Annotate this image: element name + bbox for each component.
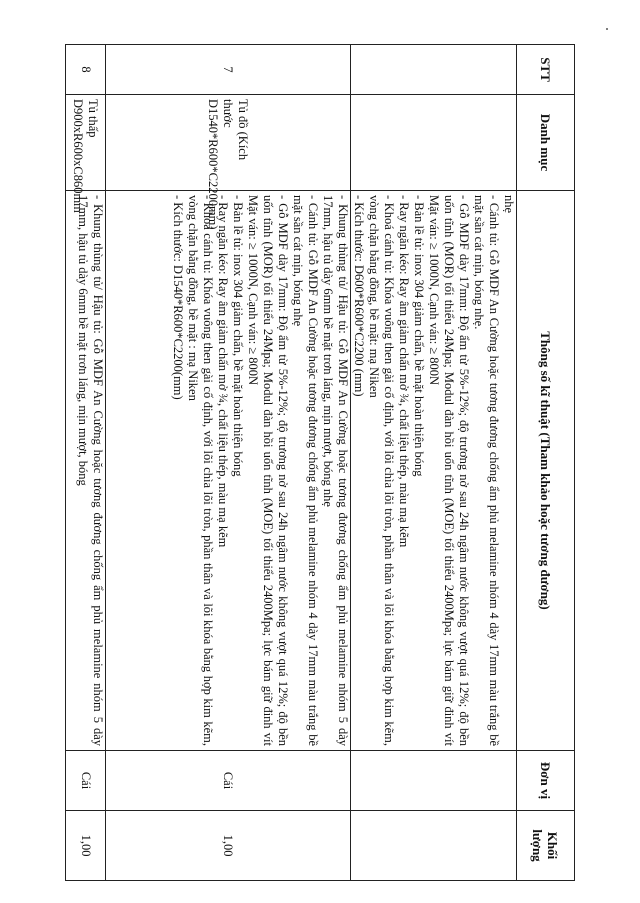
- row-item-name: Tủ đồ (Kích thước D1540*R600*C2200mm): [106, 95, 351, 191]
- spec-line: - Gỗ MDF dày 17mm: Độ ẩm từ 5%-12%; độ trương nở sau 24h ngâm nước không vượt quá 12%; độ bền uốn tĩnh (MOR) tối thiểu 24Mpa; Modul đàn hồi uốn tĩnh (MOE) tối thiểu 2400Mpa; lực bám giữ đinh vít Mặt ván: ≥ 1000N, Cạnh ván: ≥ 800N: [246, 195, 290, 746]
- spec-line: - Gỗ MDF dày 17mm: Độ ẩm từ 5%-12%; độ trương nở sau 24h ngâm nước không vượt quá 12%; độ bền uốn tĩnh (MOR) tối thiểu 24Mpa; Modul đàn hồi uốn tĩnh (MOE) tối thiểu 2400Mpa; lực bám giữ đinh vít Mặt ván: ≥ 1000N, Cạnh ván: ≥ 800N: [427, 195, 471, 746]
- spec-line: - Cánh tủ: Gỗ MDF An Cường hoặc tương đương chống ẩm phủ melamine nhóm 4 dày 17mm màu trắng bề mặt sần cát mịn, bóng nhẹ.: [472, 195, 501, 746]
- header-stt: STT: [517, 45, 575, 95]
- header-item: Danh mục: [517, 95, 575, 191]
- spec-table: [65, 44, 575, 881]
- row-item-name: Tủ thấp D900xR600xC860mm: [66, 95, 106, 191]
- row-stt: [351, 45, 517, 95]
- spec-line: - Cánh tủ: Gỗ MDF An Cường hoặc tương đương chống ẩm phủ melamine nhóm 4 dày 17mm màu trắng bề mặt sần cát mịn, bóng nhẹ: [291, 195, 320, 746]
- spec-line: - Khoá cánh tủ: Khóa vuông then gài cố định, với lõi chìa lõi tròn, phần thân và lõi khóa bằng hợp kim kẽm, vòng chặn bằng đồng, bề mặt: mạ Niken: [367, 195, 396, 746]
- header-spec: Thông số kĩ thuật (Tham khảo hoặc tương đương): [517, 191, 575, 751]
- spec-line: - Khung thùng tủ/ Hậu tủ: Gỗ MDF An Cường hoặc tương đương chống ẩm phủ melamine nhóm 5 dày 17mm, hậu tủ dày 6mm bề mặt trơn láng, mịn mượt, bóng nhẹ: [321, 195, 350, 746]
- spec-line: - Bản lề tủ: inox 304 giảm chấn, bề mặt hoàn thiện bóng: [412, 195, 426, 477]
- row-unit: Cái: [106, 751, 351, 811]
- row-item-name: [351, 95, 517, 191]
- spec-line: nhẹ: [502, 195, 516, 214]
- row-spec: [106, 191, 351, 751]
- spec-line: - Kích thước: D600*R600*C2200 (mm): [352, 195, 366, 397]
- spec-line: - Khung thùng tủ/ Hậu tủ: Gỗ MDF An Cường hoặc tương đương chống ẩm phủ melamine nhóm 5 dày 17mm, hậu tủ dày 6mm bề mặt trơn láng, mịn mượt, bóng: [76, 195, 105, 746]
- table-row: [106, 45, 351, 881]
- rotated-table-wrapper: [71, 44, 575, 880]
- table-row: [351, 45, 517, 881]
- row-qty: 1,00: [66, 811, 106, 881]
- row-spec: [351, 191, 517, 751]
- row-unit: [351, 751, 517, 811]
- spec-line: - Kích thước: D1540*R600*C2200(mm): [171, 195, 185, 400]
- header-unit: Đơn vị: [517, 751, 575, 811]
- table-header-row: [517, 45, 575, 881]
- row-stt: 8: [66, 45, 106, 95]
- scan-speck: [606, 28, 608, 30]
- table-row: [66, 45, 106, 881]
- spec-line: - Ray ngăn kéo: Ray âm giảm chấn mở ¾, chất liệu thép, màu mạ kẽm: [216, 195, 230, 548]
- header-qty: Khối lượng: [517, 811, 575, 881]
- row-qty: [351, 811, 517, 881]
- spec-line: - Ray ngăn kéo: Ray âm giảm chấn mở ¾, chất liệu thép, màu mạ kẽm: [397, 195, 411, 548]
- row-spec: [66, 191, 106, 751]
- row-qty: 1,00: [106, 811, 351, 881]
- row-unit: Cái: [66, 751, 106, 811]
- spec-line: - Bản lề tủ: inox 304 giảm chấn, bề mặt hoàn thiện bóng: [231, 195, 245, 477]
- row-stt: 7: [106, 45, 351, 95]
- spec-line: - Khoá cánh tủ: Khóa vuông then gài cố định, với lõi chìa lõi tròn, phần thân và lõi khóa bằng hợp kim kẽm, vòng chặn bằng đồng, bề mặt : mạ Niken: [186, 195, 215, 746]
